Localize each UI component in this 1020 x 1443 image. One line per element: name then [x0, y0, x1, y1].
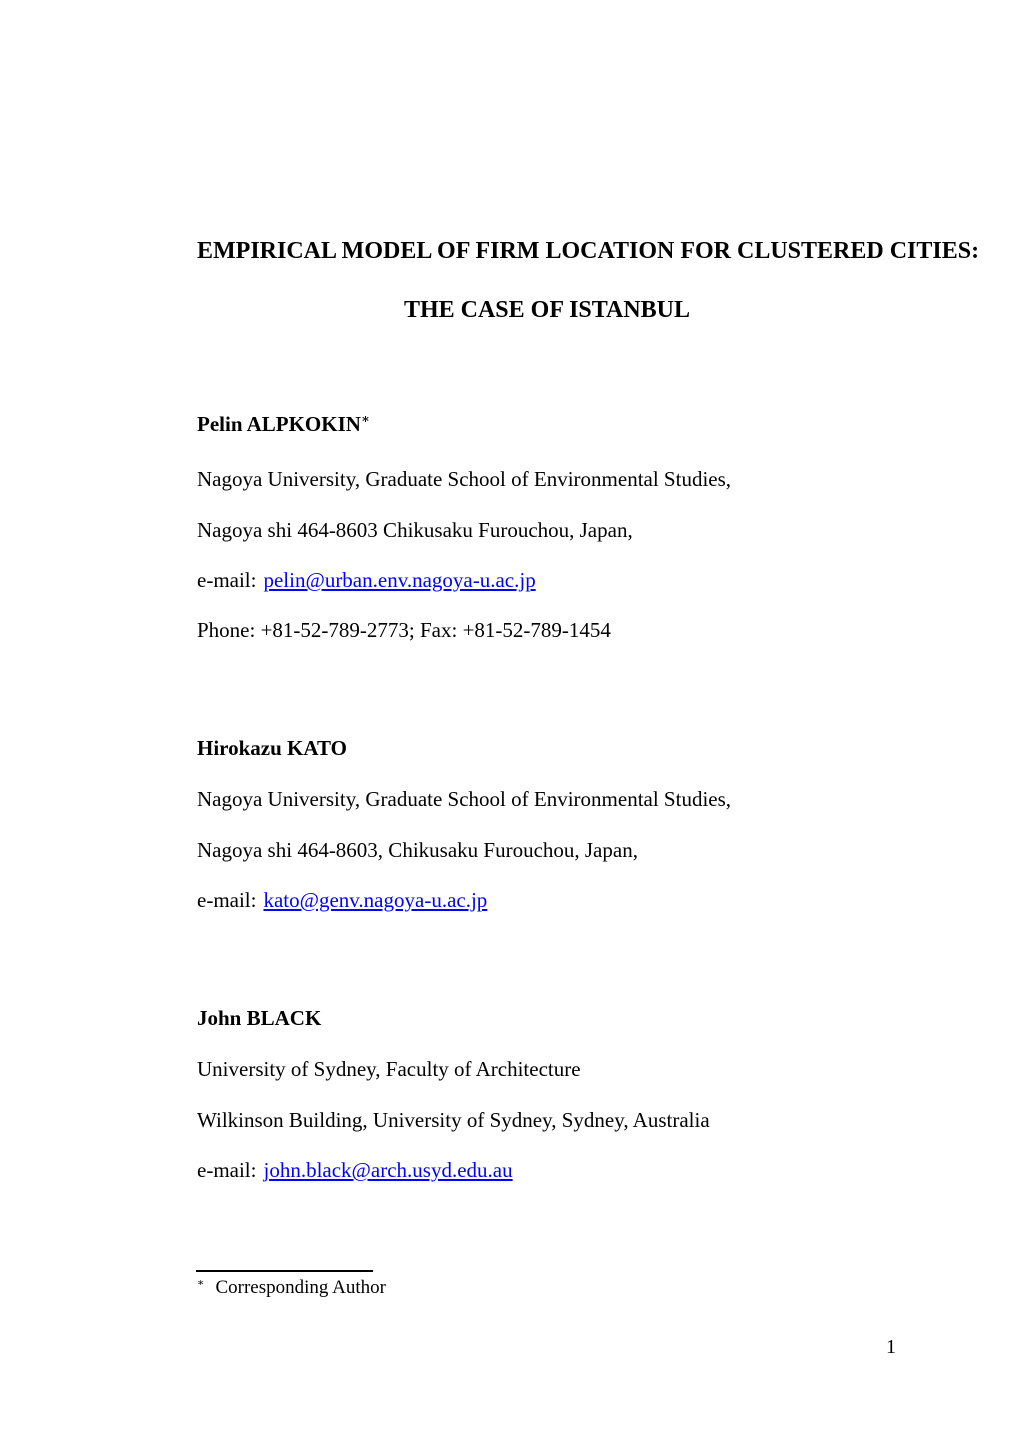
author-2-affiliation: Nagoya University, Graduate School of Environmental Studies, — [197, 787, 732, 811]
author-3-email-line — [197, 1158, 513, 1183]
footnote-text: Corresponding Author — [215, 1277, 386, 1298]
paper-title-line1: EMPIRICAL MODEL OF FIRM LOCATION FOR CLUSTERED CITIES: — [197, 238, 980, 264]
author-3-address: Wilkinson Building, University of Sydney, Sydney, Australia — [197, 1108, 710, 1132]
author-3-email-link[interactable]: john.black@arch.usyd.edu.au — [263, 1158, 513, 1182]
footnote-marker: ∗ — [197, 1276, 205, 1289]
author-1-address: Nagoya shi 464-8603 Chikusaku Furouchou, Japan, — [197, 518, 633, 542]
email-label: e-mail: — [197, 888, 257, 912]
author-2-name: Hirokazu KATO — [197, 736, 347, 760]
corresponding-author-marker: ∗ — [360, 411, 370, 426]
email-label: e-mail: — [197, 1158, 257, 1182]
author-1-name-text: Pelin ALPKOKIN — [197, 412, 361, 436]
email-label: e-mail: — [197, 568, 257, 592]
author-2-email-line — [197, 888, 487, 913]
author-1-email-link[interactable]: pelin@urban.env.nagoya-u.ac.jp — [263, 568, 536, 592]
paper-title-line2: THE CASE OF ISTANBUL — [403, 297, 691, 323]
author-1-name — [197, 412, 370, 437]
author-1-email-line — [197, 568, 536, 593]
footnote-separator — [196, 1270, 373, 1272]
footnote — [197, 1277, 386, 1300]
author-2-email-link[interactable]: kato@genv.nagoya-u.ac.jp — [263, 888, 488, 912]
author-1-phone-fax: Phone: +81-52-789-2773; Fax: +81-52-789-1454 — [197, 618, 611, 642]
author-3-affiliation: University of Sydney, Faculty of Architecture — [197, 1057, 581, 1081]
author-3-name: John BLACK — [197, 1006, 322, 1030]
author-1-affiliation: Nagoya University, Graduate School of Environmental Studies, — [197, 467, 732, 491]
page-number: 1 — [886, 1336, 896, 1358]
author-2-address: Nagoya shi 464-8603, Chikusaku Furouchou, Japan, — [197, 838, 638, 862]
